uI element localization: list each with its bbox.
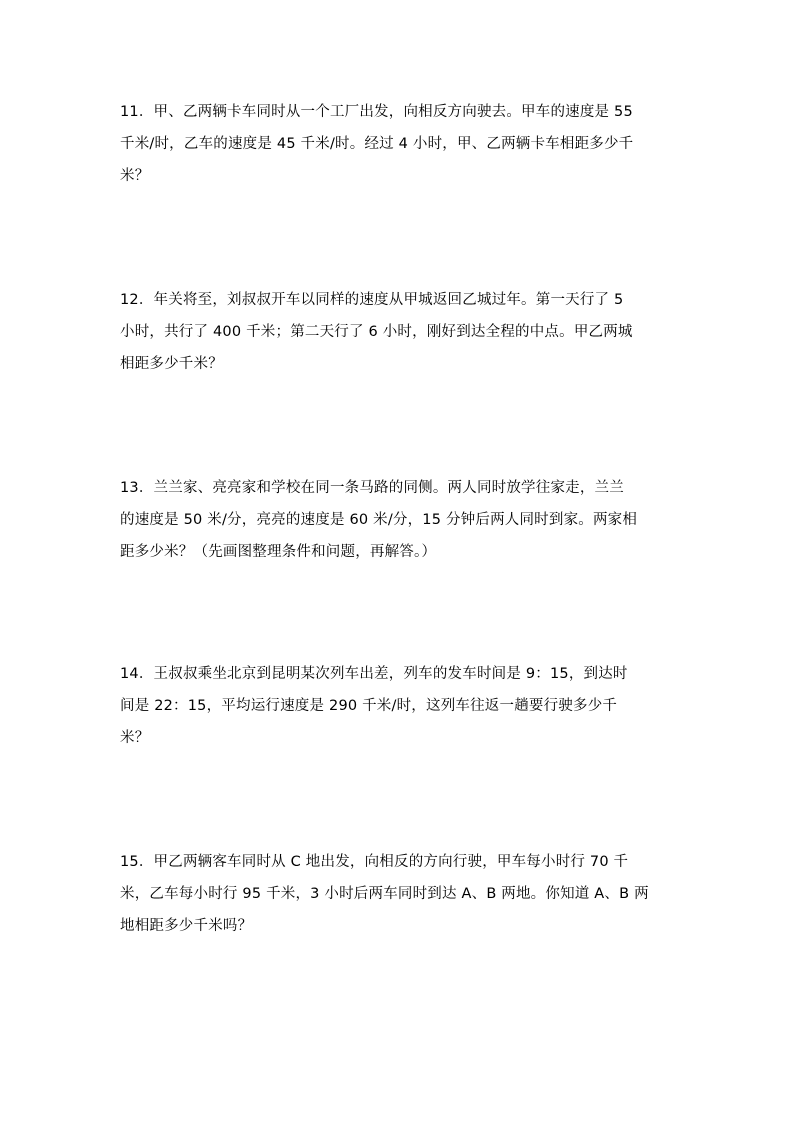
question-text-line: 12．年关将至，刘叔叔开车以同样的速度从甲城返回乙城过年。第一天行了 5 (120, 292, 624, 308)
question-14 (120, 658, 680, 754)
question-text-line: 小时，共行了 400 千米；第二天行了 6 小时，刚好到达全程的中点。甲乙两城 (120, 324, 633, 340)
question-text-line: 米？ (120, 168, 150, 184)
question-text-line: 14．王叔叔乘坐北京到昆明某次列车出差，列车的发车时间是 9：15，到达时 (120, 666, 628, 682)
question-text-line: 米，乙车每小时行 95 千米，3 小时后两车同时到达 A、B 两地。你知道 A、B 两 (120, 886, 649, 902)
question-13 (120, 472, 680, 568)
question-text-line: 相距多少千米？ (120, 356, 223, 372)
question-text-line: 地相距多少千米吗？ (120, 918, 253, 934)
question-text-line: 距多少米？（先画图整理条件和问题，再解答。） (120, 544, 437, 560)
question-text-line: 米？ (120, 730, 150, 746)
question-text-line: 13．兰兰家、亮亮家和学校在同一条马路的同侧。两人同时放学往家走，兰兰 (120, 480, 624, 496)
question-text-line: 千米/时，乙车的速度是 45 千米/时。经过 4 小时，甲、乙两辆卡车相距多少千 (120, 136, 634, 152)
question-text-line: 的速度是 50 米/分，亮亮的速度是 60 米/分，15 分钟后两人同时到家。两家相 (120, 512, 638, 528)
question-15 (120, 846, 680, 942)
question-12 (120, 284, 680, 380)
question-text-line: 15．甲乙两辆客车同时从 C 地出发，向相反的方向行驶，甲车每小时行 70 千 (120, 854, 629, 870)
question-text-line: 11．甲、乙两辆卡车同时从一个工厂出发，向相反方向驶去。甲车的速度是 55 (120, 104, 633, 120)
question-11 (120, 96, 680, 192)
question-text-line: 间是 22：15，平均运行速度是 290 千米/时，这列车往返一趟要行驶多少千 (120, 698, 618, 714)
